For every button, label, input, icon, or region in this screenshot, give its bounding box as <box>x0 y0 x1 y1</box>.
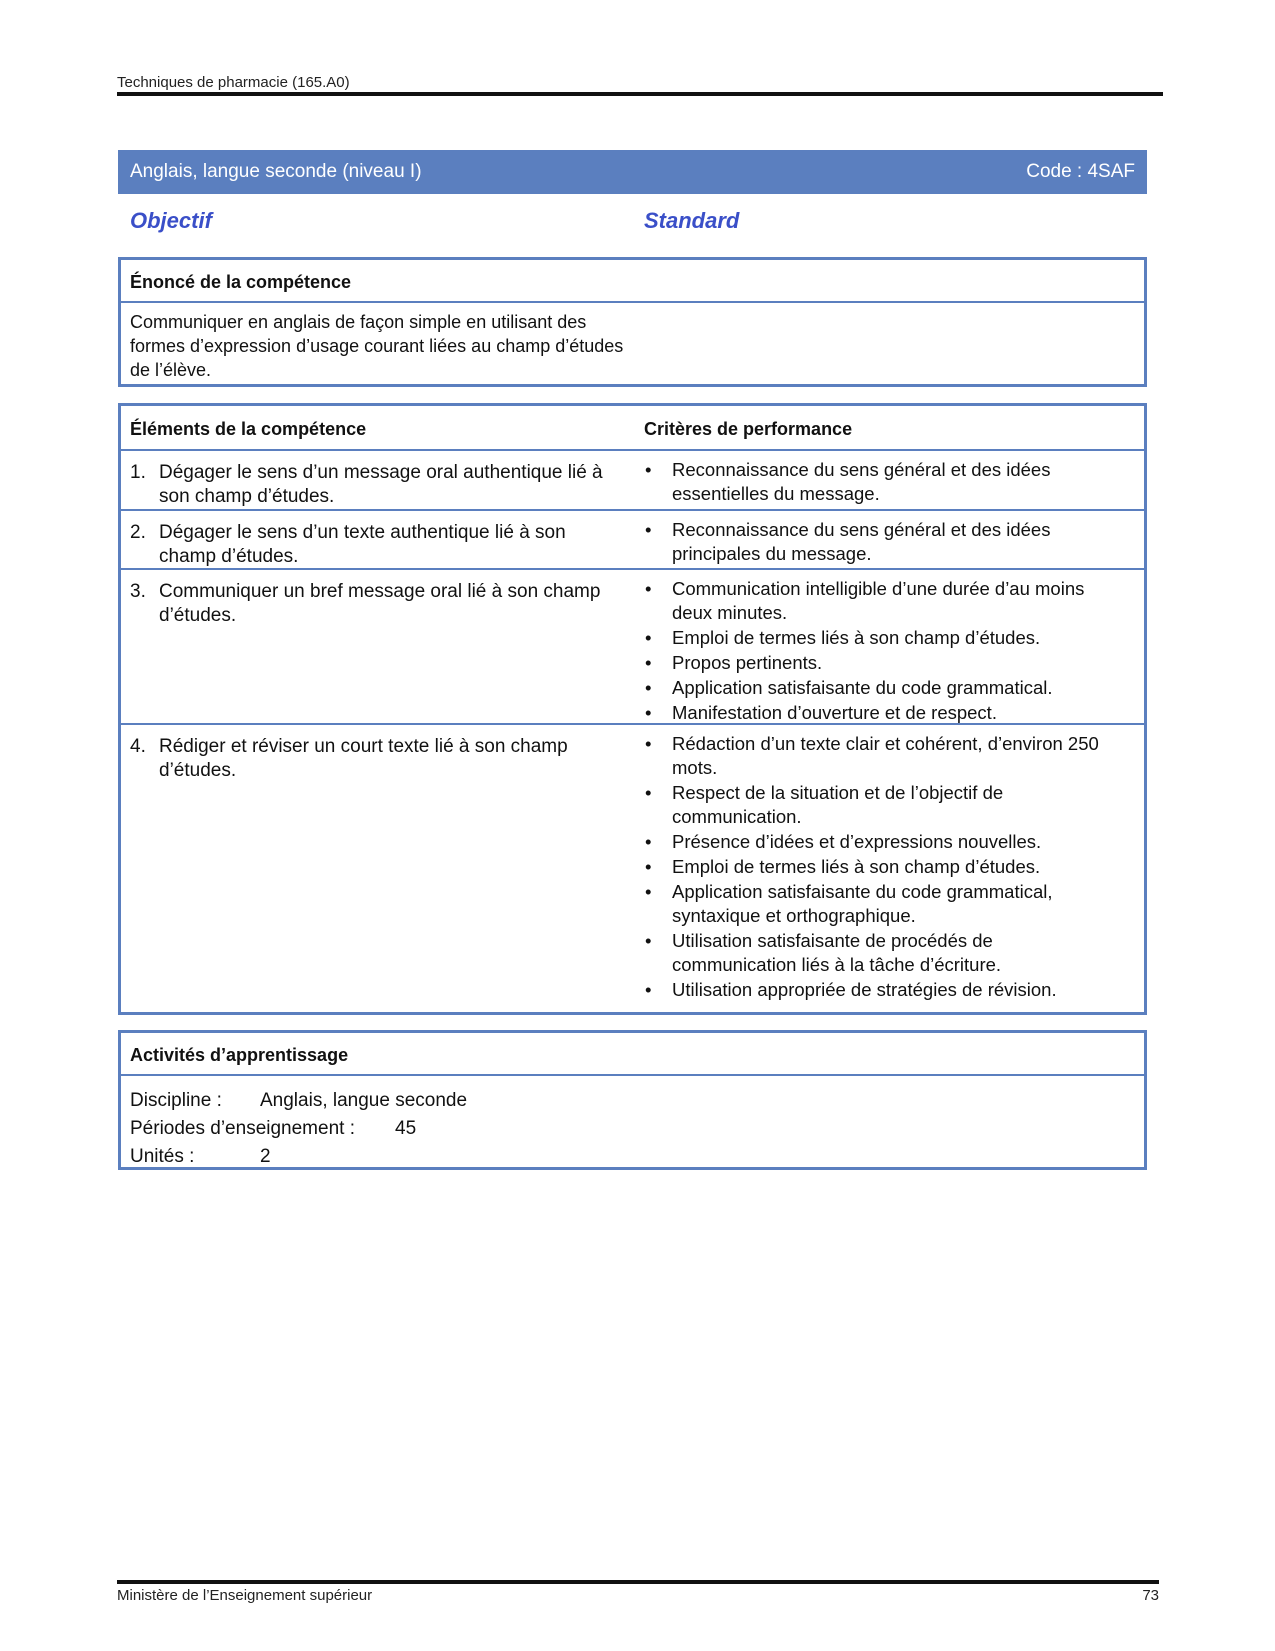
criterion-item <box>644 676 1114 700</box>
ministry-name: Ministère de l’Enseignement supérieur <box>117 1587 373 1604</box>
criterion-text: Utilisation satisfaisante de procédés de communication liés à la tâche d’écriture. <box>672 930 1002 975</box>
table-row <box>121 511 1144 570</box>
criterion-item <box>644 781 1114 829</box>
page-number: 73 <box>1142 1587 1159 1604</box>
element-label: Communiquer un bref message oral lié à son champ d’études. <box>159 581 601 626</box>
bullet-icon: • <box>645 578 652 599</box>
criteria-list <box>644 458 1114 507</box>
criterion-text: Application satisfaisante du code grammatical, syntaxique et orthographique. <box>672 881 1053 926</box>
criterion-item <box>644 880 1114 928</box>
criterion-item <box>644 458 1114 506</box>
bullet-icon: • <box>645 652 652 673</box>
elements-table <box>118 403 1147 1015</box>
criterion-text: Application satisfaisante du code grammatical. <box>672 677 1053 698</box>
element-label: Dégager le sens d’un texte authentique lié à son champ d’études. <box>159 522 566 567</box>
bullet-icon: • <box>645 831 652 852</box>
enonce-text: Communiquer en anglais de façon simple en utilisant des formes d’expression d’usage courant liées au champ d’études de l’élève. <box>130 312 624 380</box>
periodes-label: Périodes d’enseignement : <box>130 1118 355 1139</box>
criterion-item <box>644 929 1114 977</box>
criterion-item <box>644 701 1114 725</box>
bullet-icon: • <box>645 627 652 648</box>
col-elements-header: Éléments de la compétence <box>130 419 367 439</box>
unites-label: Unités : <box>130 1146 195 1167</box>
bullet-icon: • <box>645 702 652 723</box>
criteria-list <box>644 518 1114 567</box>
criterion-text: Respect de la situation et de l’objectif de communication. <box>672 782 1004 827</box>
enonce-title: Énoncé de la compétence <box>121 260 1144 303</box>
table-row <box>121 451 1144 511</box>
criterion-item <box>644 577 1114 625</box>
criteria-list <box>644 732 1114 1003</box>
criterion-text: Présence d’idées et d’expressions nouvelles. <box>672 831 1042 852</box>
criterion-item <box>644 651 1114 675</box>
discipline-label: Discipline : <box>130 1090 222 1111</box>
course-code: Code : 4SAF <box>1026 161 1135 182</box>
criterion-text: Emploi de termes liés à son champ d’études. <box>672 627 1041 648</box>
program-name: Techniques de pharmacie (165.A0) <box>117 74 350 91</box>
bullet-icon: • <box>645 856 652 877</box>
page-header <box>117 74 1163 96</box>
bullet-icon: • <box>645 459 652 480</box>
objectif-heading: Objectif <box>130 208 212 233</box>
criterion-text: Rédaction d’un texte clair et cohérent, d’environ 250 mots. <box>672 733 1099 778</box>
element-text <box>130 521 620 569</box>
table-row <box>121 725 1144 1012</box>
criterion-text: Reconnaissance du sens général et des idées principales du message. <box>672 519 1051 564</box>
element-text <box>130 461 620 509</box>
bullet-icon: • <box>645 519 652 540</box>
periodes-line <box>130 1115 1144 1143</box>
criterion-text: Reconnaissance du sens général et des idées essentielles du message. <box>672 459 1051 504</box>
criterion-item <box>644 830 1114 854</box>
criterion-item <box>644 626 1114 650</box>
element-number: 4. <box>130 736 146 757</box>
standard-heading: Standard <box>644 208 740 233</box>
bullet-icon: • <box>645 677 652 698</box>
course-title-bar <box>118 150 1147 194</box>
element-number: 2. <box>130 522 146 543</box>
activites-title: Activités d’apprentissage <box>121 1033 1144 1076</box>
criterion-item <box>644 855 1114 879</box>
discipline-line <box>130 1087 1144 1115</box>
criterion-text: Emploi de termes liés à son champ d’études. <box>672 856 1041 877</box>
table-row <box>121 570 1144 725</box>
elements-table-header <box>121 406 1144 451</box>
criterion-text: Manifestation d’ouverture et de respect. <box>672 702 997 723</box>
criterion-text: Propos pertinents. <box>672 652 823 673</box>
criterion-item <box>644 978 1114 1002</box>
periodes-value: 45 <box>395 1118 417 1139</box>
discipline-value: Anglais, langue seconde <box>260 1090 468 1111</box>
criterion-text: Communication intelligible d’une durée d’au moins deux minutes. <box>672 578 1085 623</box>
bullet-icon: • <box>645 881 652 902</box>
element-label: Dégager le sens d’un message oral authentique lié à son champ d’études. <box>159 462 603 507</box>
bullet-icon: • <box>645 930 652 951</box>
bullet-icon: • <box>645 979 652 1000</box>
element-text <box>130 735 620 783</box>
criterion-item <box>644 518 1114 566</box>
criterion-text: Utilisation appropriée de stratégies de révision. <box>672 979 1057 1000</box>
unites-line <box>130 1143 1144 1171</box>
criterion-item <box>644 732 1114 780</box>
element-label: Rédiger et réviser un court texte lié à son champ d’études. <box>159 736 568 781</box>
element-number: 1. <box>130 462 146 483</box>
activites-details <box>121 1076 1144 1171</box>
bullet-icon: • <box>645 782 652 803</box>
activites-box <box>118 1030 1147 1170</box>
page-footer <box>117 1580 1159 1604</box>
criteria-list <box>644 577 1114 726</box>
element-number: 3. <box>130 581 146 602</box>
enonce-box <box>118 257 1147 387</box>
col-criteres-header: Critères de performance <box>644 419 853 439</box>
bullet-icon: • <box>645 733 652 754</box>
unites-value: 2 <box>260 1146 271 1167</box>
course-title: Anglais, langue seconde (niveau I) <box>130 161 422 182</box>
element-text <box>130 580 620 628</box>
